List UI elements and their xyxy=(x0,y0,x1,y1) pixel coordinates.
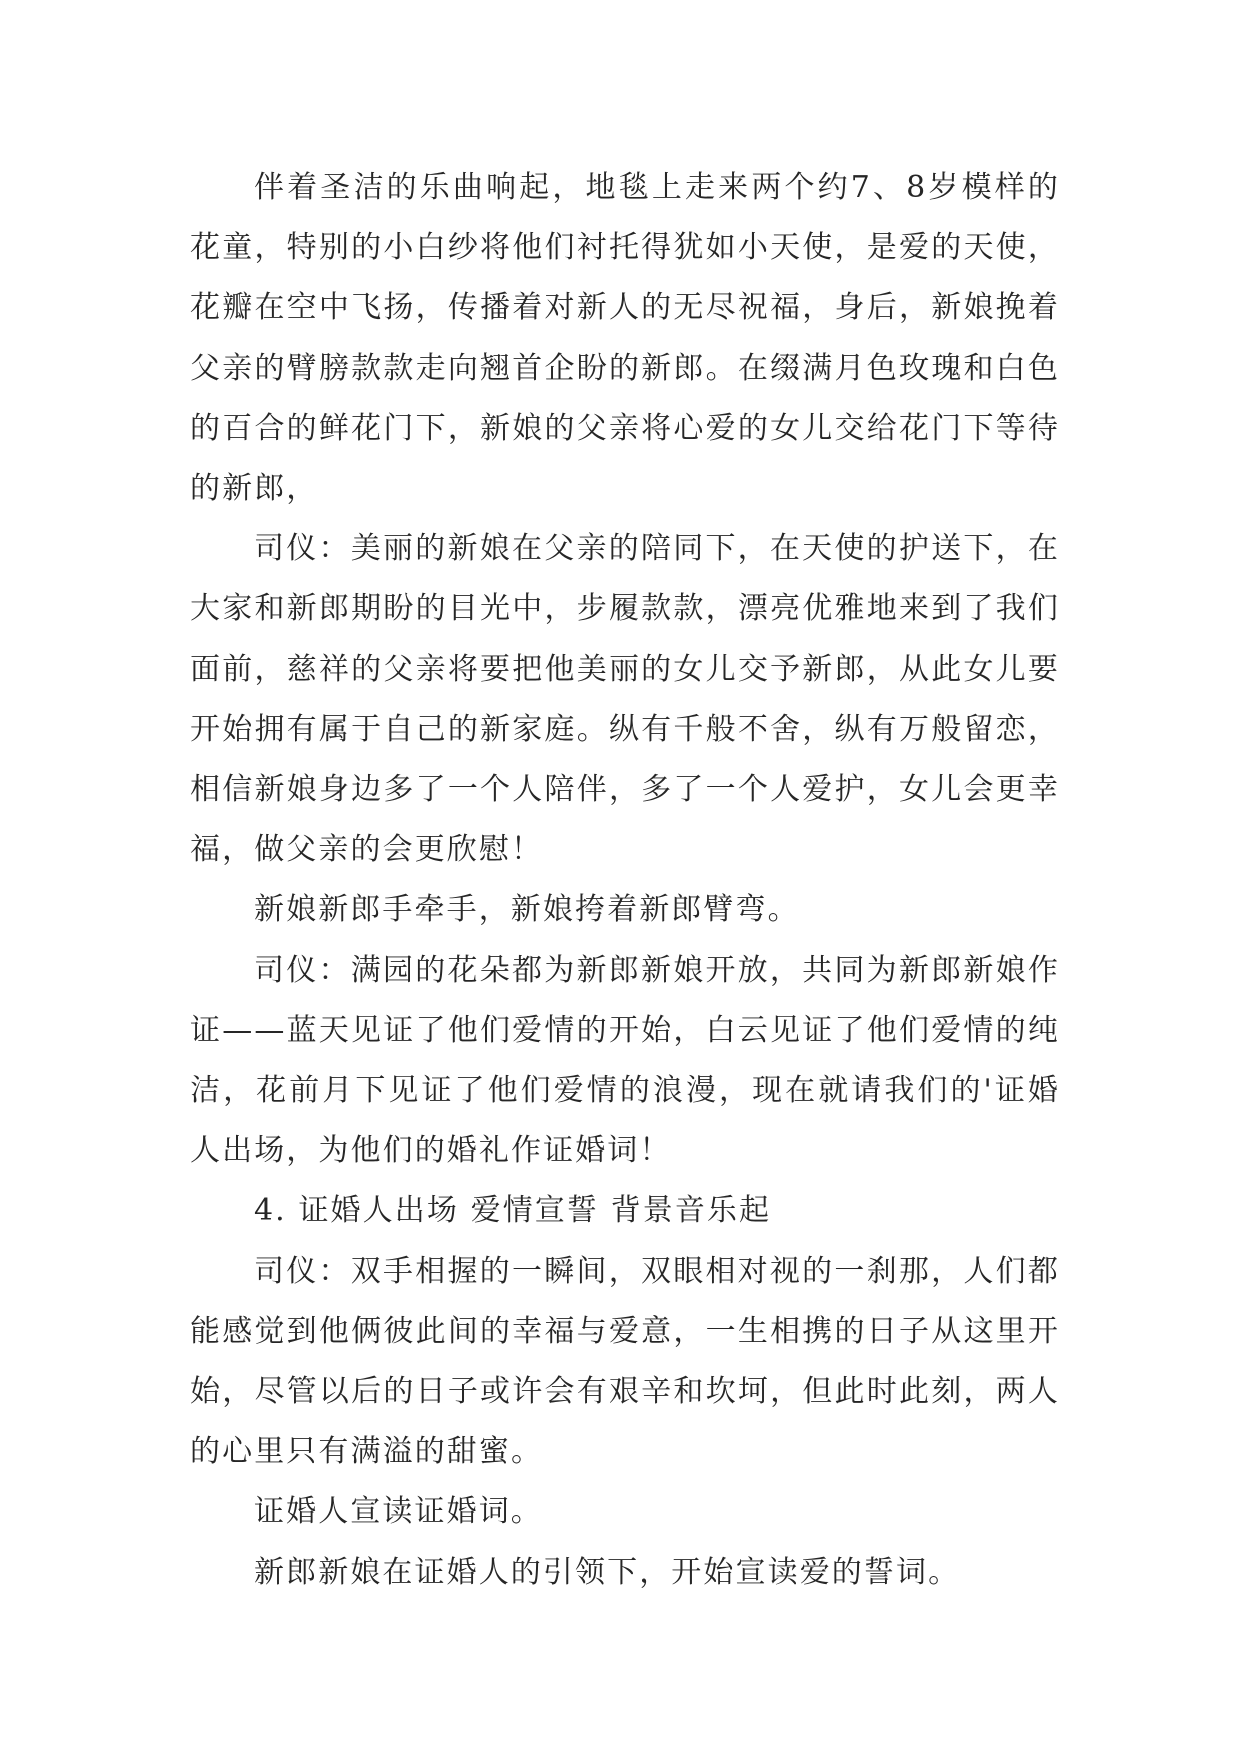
paragraph-couple-vows: 新郎新娘在证婚人的引领下，开始宣读爱的誓词。 xyxy=(254,1554,961,1590)
paragraph-emcee-holding-hands: 司仪：双手相握的一瞬间，双眼相对视的一刹那，人们都能感觉到他俩彼此间的幸福与爱意，一生相携的日子从这里开始，尽管以后的日子或许会有艰辛和坎坷，但此时此刻，两人的心里只有满溢的甜蜜。 xyxy=(190,1253,1060,1470)
paragraph-witness-reads: 证婚人宣读证婚词。 xyxy=(254,1494,543,1530)
paragraph-hand-in-hand: 新娘新郎手牵手，新娘挎着新郎臂弯。 xyxy=(254,892,800,928)
document-body xyxy=(190,158,1060,1603)
paragraph-emcee-flowers-witness: 司仪：满园的花朵都为新郎新娘开放，共同为新郎新娘作证——蓝天见证了他们爱情的开始，白云见证了他们爱情的纯洁，花前月下见证了他们爱情的浪漫，现在就请我们的'证婚人出场，为他们的婚礼作证婚词！ xyxy=(190,952,1060,1169)
paragraph-flower-children: 伴着圣洁的乐曲响起，地毯上走来两个约7、8岁模样的花童，特别的小白纱将他们衬托得犹如小天使，是爱的天使，花瓣在空中飞扬，传播着对新人的无尽祝福，身后，新娘挽着父亲的臂膀款款走向翘首企盼的新郎。在缀满月色玫瑰和白色的百合的鲜花门下，新娘的父亲将心爱的女儿交给花门下等待的新郎， xyxy=(190,170,1060,507)
paragraph-emcee-bride-arrival: 司仪：美丽的新娘在父亲的陪同下，在天使的护送下，在大家和新郎期盼的目光中，步履款款，漂亮优雅地来到了我们面前，慈祥的父亲将要把他美丽的女儿交予新郎，从此女儿要开始拥有属于自己的新家庭。纵有千般不舍，纵有万般留恋，相信新娘身边多了一个人陪伴，多了一个人爱护，女儿会更幸福，做父亲的会更欣慰！ xyxy=(190,531,1060,868)
section-heading-witness-vows: 4. 证婚人出场 爱情宣誓 背景音乐起 xyxy=(254,1193,772,1229)
